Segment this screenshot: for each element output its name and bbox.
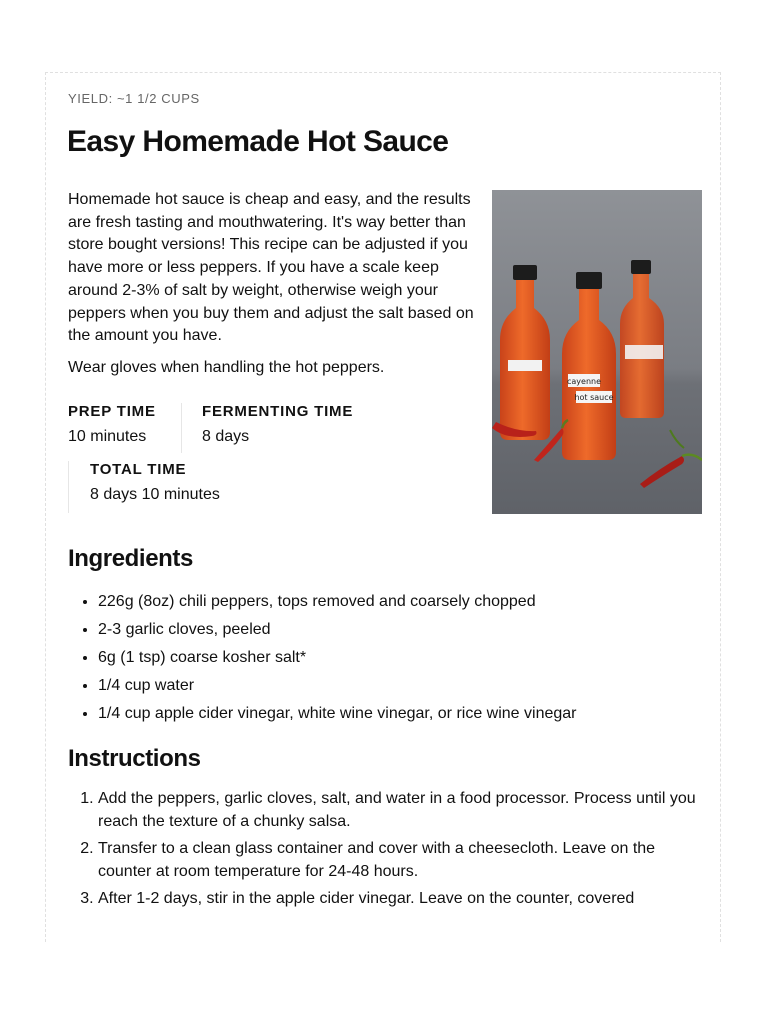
total-time-value: 8 days 10 minutes [90, 486, 220, 503]
recipe-card [45, 72, 721, 942]
prep-time-label: PREP TIME [68, 403, 156, 420]
ingredients-heading: Ingredients [68, 545, 193, 572]
instructions-list [68, 788, 698, 916]
recipe-yield: YIELD: ~1 1/2 CUPS [68, 91, 200, 106]
ingredient-item: • 226g (8oz) chili peppers, tops removed and coarsely chopped [98, 588, 718, 616]
prep-time [68, 403, 156, 446]
ingredient-item: • 1/4 cup apple cider vinegar, white wine vinegar, or rice wine vinegar [98, 700, 718, 728]
description-paragraph: Homemade hot sauce is cheap and easy, and the results are fresh tasting and mouthwatering. It's way better than store bought versions! This recipe can be adjusted if you have more or less peppers. If you have a scale keep around 2-3% of salt by weight, otherwise weigh your peppers when you buy them and adjust the salt based on the amount you have. [68, 191, 474, 345]
recipe-description [68, 189, 478, 389]
instruction-step: 2. Transfer to a clean glass container and cover with a cheesecloth. Leave on the counter at room temperature for 24-48 hours. [98, 838, 698, 883]
description-paragraph: Wear gloves when handling the hot peppers. [68, 358, 385, 376]
ingredient-item: • 6g (1 tsp) coarse kosher salt* [98, 644, 718, 672]
hot-sauce-bottles-illustration [492, 190, 702, 514]
instruction-step: 1. Add the peppers, garlic cloves, salt, and water in a food processor. Process until you reach the texture of a chunky salsa. [98, 788, 698, 833]
bottle-label-cayenne: cayenne [566, 377, 602, 386]
bottle-label-hot-sauce: hot sauce [574, 393, 614, 402]
total-time-label: TOTAL TIME [90, 461, 187, 478]
prep-time-value: 10 minutes [68, 428, 147, 445]
instructions-heading: Instructions [68, 745, 201, 772]
ingredient-item: • 1/4 cup water [98, 672, 718, 700]
recipe-title: Easy Homemade Hot Sauce [67, 125, 449, 158]
ingredient-item: • 2-3 garlic cloves, peeled [98, 616, 718, 644]
fermenting-time-value: 8 days [202, 428, 250, 445]
ingredients-list [68, 588, 718, 728]
fermenting-time [181, 403, 353, 453]
total-time [68, 461, 220, 513]
hot-sauce-photo [492, 190, 702, 514]
fermenting-time-label: FERMENTING TIME [202, 403, 354, 420]
instruction-step: 3. After 1-2 days, stir in the apple cider vinegar. Leave on the counter, covered [98, 888, 698, 911]
